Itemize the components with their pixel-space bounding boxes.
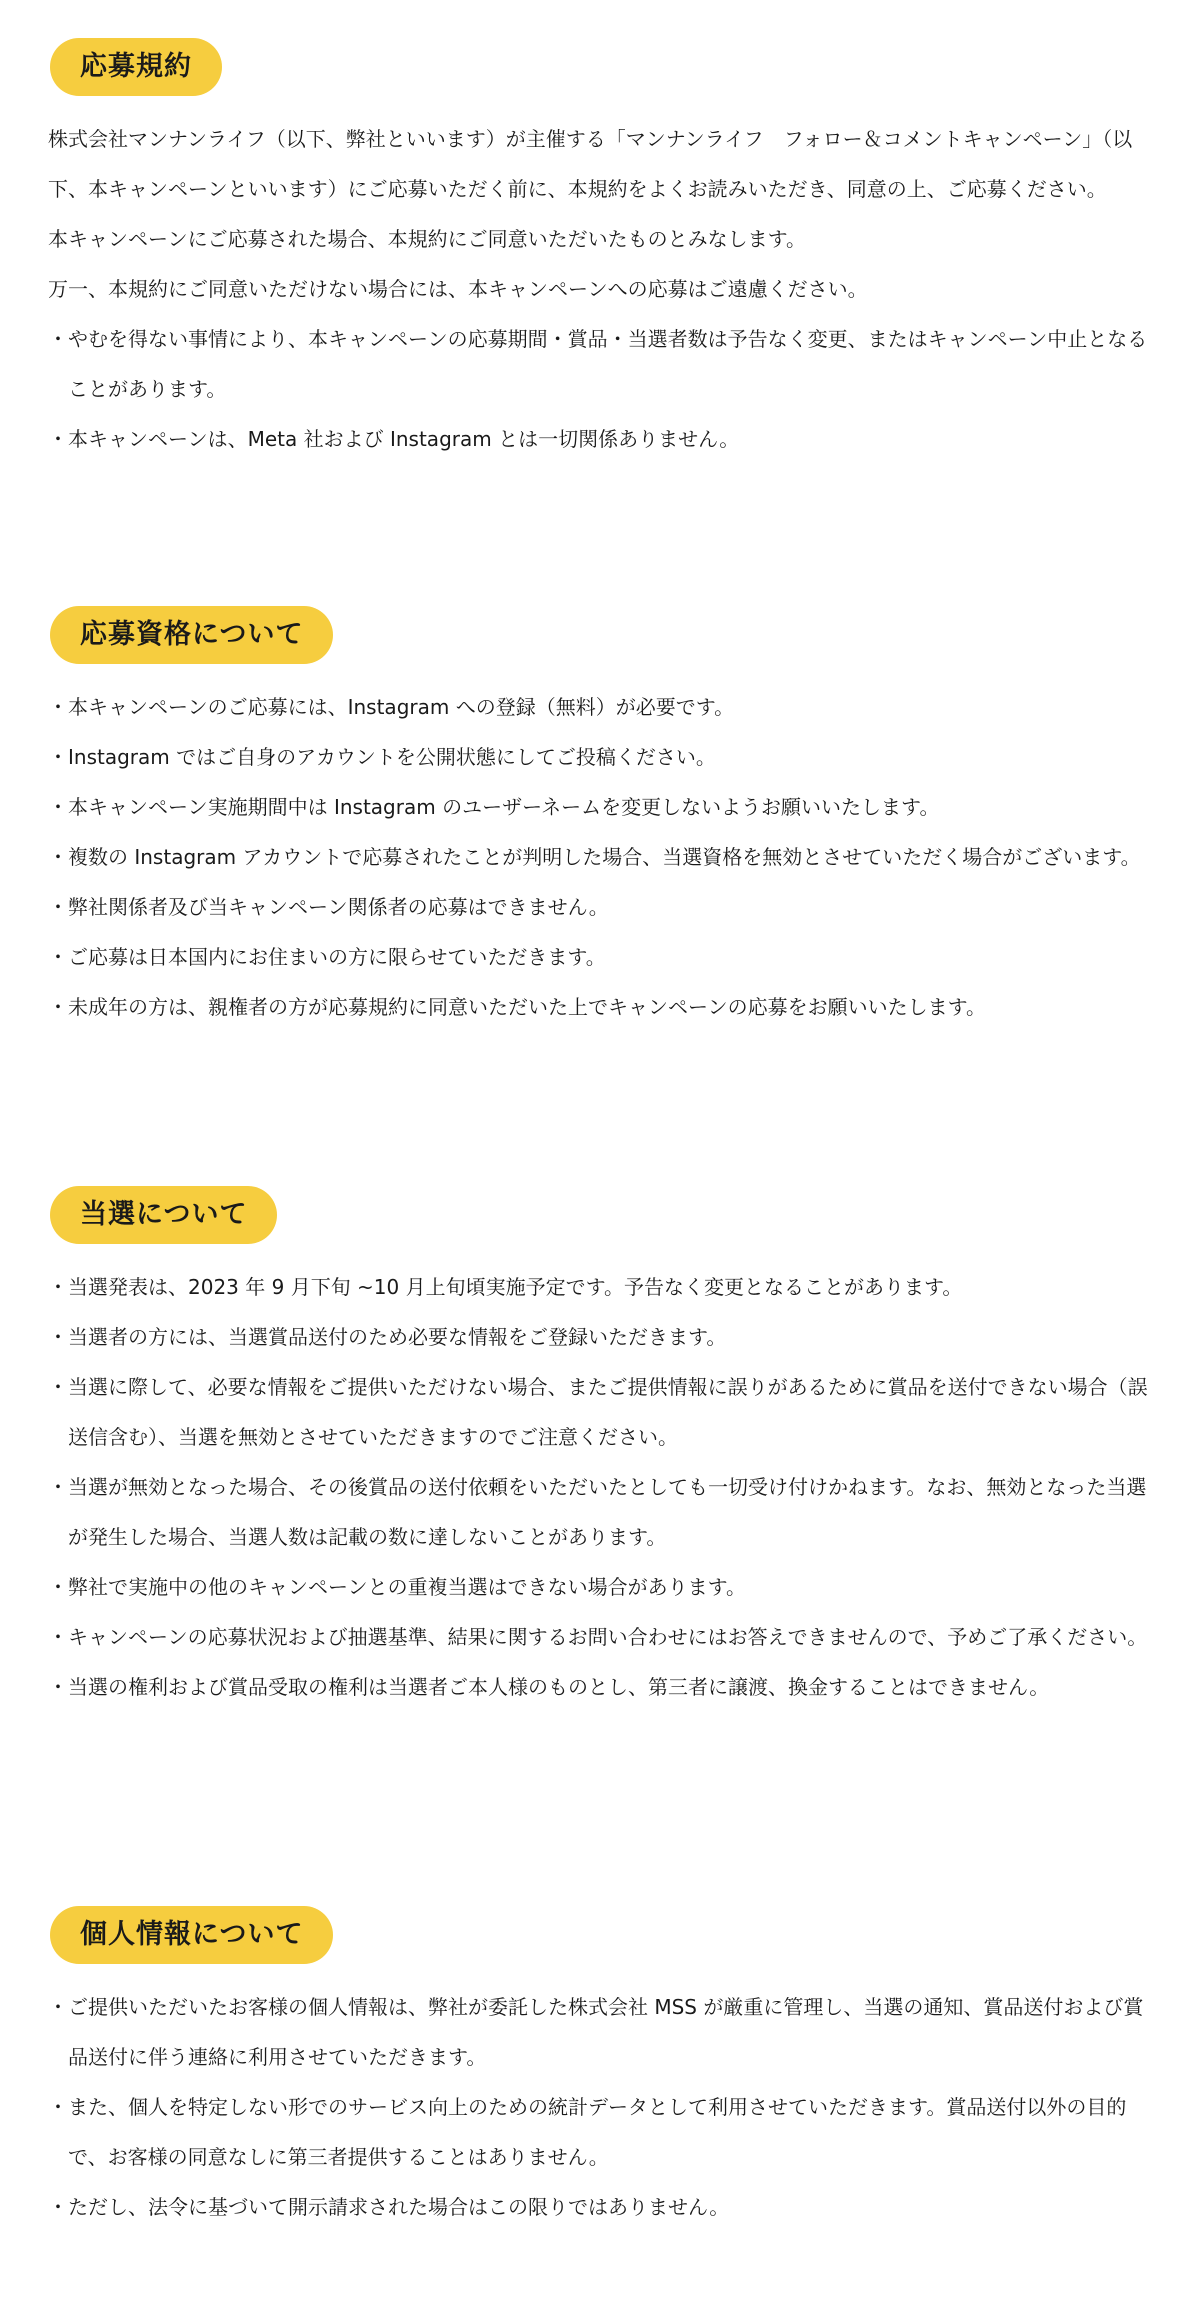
paragraph: 万一、本規約にご同意いただけない場合には、本キャンペーンへの応募はご遠慮ください。	[48, 277, 868, 301]
list-item-text: 当選の権利および賞品受取の権利は当選者ご本人様のものとし、第三者に譲渡、換金することはできません。	[68, 1675, 1050, 1699]
list-item-text: 当選に際して、必要な情報をご提供いただけない場合、またご提供情報に誤りがあるために賞品を送付できない場合（誤送信含む）、当選を無効とさせていただきますのでご注意ください。	[68, 1375, 1148, 1449]
bullet-icon: ・	[48, 1475, 68, 1499]
list-item	[48, 832, 1154, 882]
bullet-icon: ・	[48, 695, 68, 719]
list-item-text: 本キャンペーンのご応募には、Instagram への登録（無料）が必要です。	[68, 695, 735, 719]
bullet-icon: ・	[48, 1575, 68, 1599]
bullet-icon: ・	[48, 1625, 68, 1649]
list-item	[48, 782, 1154, 832]
bullet-icon: ・	[48, 945, 68, 969]
list-item-text: 未成年の方は、親権者の方が応募規約に同意いただいた上でキャンペーンの応募をお願いいたします。	[68, 995, 986, 1019]
list-item	[48, 882, 1154, 932]
section-winning	[48, 1186, 1154, 1906]
bullet-icon: ・	[48, 2095, 68, 2119]
bullet-icon: ・	[48, 845, 68, 869]
list-item	[48, 1362, 1154, 1462]
list-item	[48, 1662, 1154, 1712]
list-item-text: Instagram ではご自身のアカウントを公開状態にしてご投稿ください。	[68, 745, 716, 769]
section-personal-info	[48, 1906, 1154, 2232]
bullet-icon: ・	[48, 1275, 68, 1299]
list-item-text: 本キャンペーンは、Meta 社および Instagram とは一切関係ありません。	[68, 427, 740, 451]
list-item	[48, 1312, 1154, 1362]
section-eligibility	[48, 606, 1154, 1186]
list-item-text: また、個人を特定しない形でのサービス向上のための統計データとして利用させていただきます。賞品送付以外の目的で、お客様の同意なしに第三者提供することはありません。	[68, 2095, 1127, 2169]
personal-info-list	[48, 1982, 1154, 2232]
list-item	[48, 2082, 1154, 2182]
bullet-icon: ・	[48, 1375, 68, 1399]
bullet-icon: ・	[48, 2195, 68, 2219]
paragraph: 株式会社マンナンライフ（以下、弊社といいます）が主催する「マンナンライフ フォロー＆コメントキャンペーン」（以下、本キャンペーンといいます）にご応募いただく前に、本規約をよくお読みいただき、同意の上、ご応募ください。	[48, 127, 1133, 201]
list-item	[48, 682, 1154, 732]
list-item-text: 当選者の方には、当選賞品送付のため必要な情報をご登録いただきます。	[68, 1325, 727, 1349]
bullet-icon: ・	[48, 795, 68, 819]
list-item	[48, 2182, 1154, 2232]
list-item	[48, 414, 1154, 464]
list-item-text: 本キャンペーン実施期間中は Instagram のユーザーネームを変更しないようお願いいたします。	[68, 795, 940, 819]
section-heading: 応募規約	[50, 38, 222, 96]
list-item-text: ご提供いただいたお客様の個人情報は、弊社が委託した株式会社 MSS が厳重に管理し、当選の通知、賞品送付および賞品送付に伴う連絡に利用させていただきます。	[68, 1995, 1144, 2069]
list-item-text: キャンペーンの応募状況および抽選基準、結果に関するお問い合わせにはお答えできませんので、予めご了承ください。	[68, 1625, 1148, 1649]
bullet-icon: ・	[48, 1325, 68, 1349]
paragraph: 本キャンペーンにご応募された場合、本規約にご同意いただいたものとみなします。	[48, 227, 806, 251]
bullet-icon: ・	[48, 327, 68, 351]
bullet-icon: ・	[48, 1995, 68, 2019]
list-item	[48, 1612, 1154, 1662]
section-heading: 個人情報について	[50, 1906, 333, 1964]
list-item	[48, 1462, 1154, 1562]
list-item-text: ただし、法令に基づいて開示請求された場合はこの限りではありません。	[68, 2195, 730, 2219]
list-item-text: 弊社関係者及び当キャンペーン関係者の応募はできません。	[68, 895, 609, 919]
list-item-text: 当選が無効となった場合、その後賞品の送付依頼をいただいたとしても一切受け付けかねます。なお、無効となった当選が発生した場合、当選人数は記載の数に達しないことがあります。	[68, 1475, 1147, 1549]
winning-list	[48, 1262, 1154, 1712]
list-item	[48, 982, 1154, 1032]
section-entry-terms	[48, 38, 1154, 606]
list-item-text: 当選発表は、2023 年 9 月下旬 ~10 月上旬頃実施予定です。予告なく変更となることがあります。	[68, 1275, 963, 1299]
section-heading: 応募資格について	[50, 606, 333, 664]
list-item	[48, 732, 1154, 782]
bullet-icon: ・	[48, 427, 68, 451]
bullet-icon: ・	[48, 745, 68, 769]
list-item-text: ご応募は日本国内にお住まいの方に限らせていただきます。	[68, 945, 606, 969]
list-item-text: やむを得ない事情により、本キャンペーンの応募期間・賞品・当選者数は予告なく変更、またはキャンペーン中止となることがあります。	[68, 327, 1148, 401]
bullet-icon: ・	[48, 1675, 68, 1699]
list-item	[48, 932, 1154, 982]
eligibility-list	[48, 682, 1154, 1032]
list-item	[48, 1262, 1154, 1312]
list-item	[48, 1562, 1154, 1612]
section-heading: 当選について	[50, 1186, 277, 1244]
bullet-icon: ・	[48, 995, 68, 1019]
bullet-icon: ・	[48, 895, 68, 919]
list-item-text: 複数の Instagram アカウントで応募されたことが判明した場合、当選資格を無効とさせていただく場合がございます。	[68, 845, 1141, 869]
list-item-text: 弊社で実施中の他のキャンペーンとの重複当選はできない場合があります。	[68, 1575, 746, 1599]
terms-list	[48, 314, 1154, 464]
list-item	[48, 1982, 1154, 2082]
list-item	[48, 314, 1154, 414]
